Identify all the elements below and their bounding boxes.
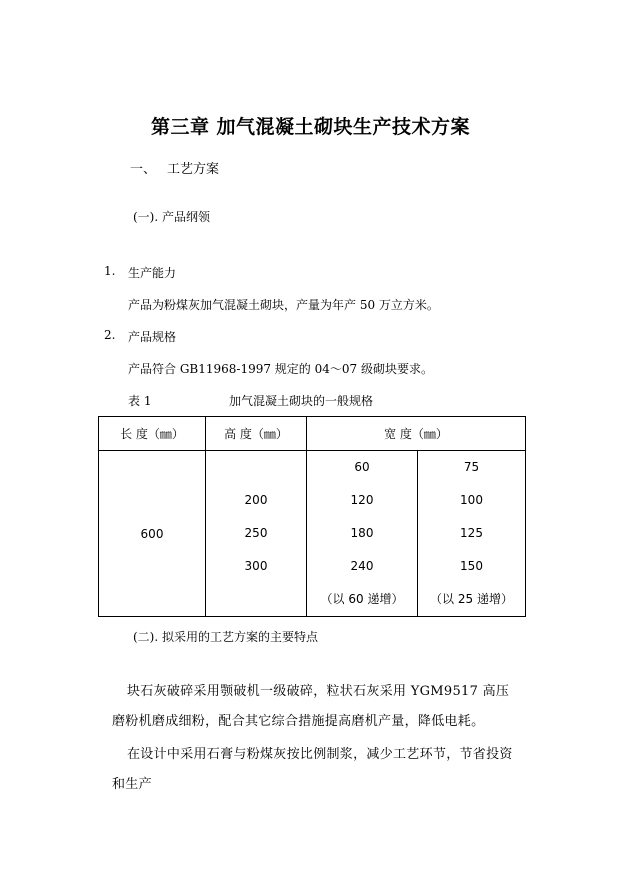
section-heading: 工艺方案 [167,162,220,177]
paragraph-text: 块石灰破碎采用颚破机一级破碎，粒状石灰采用 YGM9517 高压磨粉机磨成细粉，配合其它综合措施提高磨机产量，降低电耗。 [112,684,510,729]
item-number: 2. [104,328,116,342]
item-heading: 产品规格 [128,330,177,344]
table-header-length: 长 度（㎜） [99,417,206,451]
paragraph-text: 在设计中采用石膏与粉煤灰按比例制浆，减少工艺环节，节省投资和生产 [112,747,513,792]
table-cell-length: 600 [99,451,206,617]
subsection-heading: (二). 拟采用的工艺方案的主要特点 [133,630,318,644]
table-cell: （以 60 递增） [320,592,404,606]
item-text: 产品符合 GB11968-1997 规定的 04～07 级砌块要求。 [128,362,433,376]
item-heading: 生产能力 [128,266,177,280]
table-cell: 180 [350,526,374,540]
table-cell: 240 [350,559,374,573]
table-cell: 125 [460,526,483,540]
spec-table [98,416,526,617]
table-cell-heights [206,451,307,617]
table-cell: 200 [244,493,268,507]
item-number: 1. [104,264,116,278]
table-cell-width-col1 [307,451,418,617]
table-cell-width-col2 [418,451,526,617]
table-cell: 100 [460,493,483,507]
table-header-width: 宽 度（㎜） [307,417,526,451]
table-cell: （以 25 递增） [430,592,513,606]
body-paragraph [112,740,522,800]
item-text: 产品为粉煤灰加气混凝土砌块，产量为年产 50 万立方米。 [128,298,439,312]
table-cell: 250 [244,526,268,540]
table-cell: 150 [460,559,483,573]
table-header-height: 高 度（㎜） [206,417,307,451]
table-caption-title: 加气混凝土砌块的一般规格 [229,394,374,408]
section-number: 一、 [130,162,157,177]
page-title: 第三章 加气混凝土砌块生产技术方案 [150,116,471,138]
table-cell: 60 [354,460,370,474]
table-cell: 75 [463,460,480,474]
body-paragraph [112,677,522,737]
subsection-heading: (一). 产品纲领 [133,210,210,224]
table-cell: 120 [350,493,374,507]
table-cell: 300 [244,559,268,573]
table-caption-label: 表 1 [128,394,152,408]
